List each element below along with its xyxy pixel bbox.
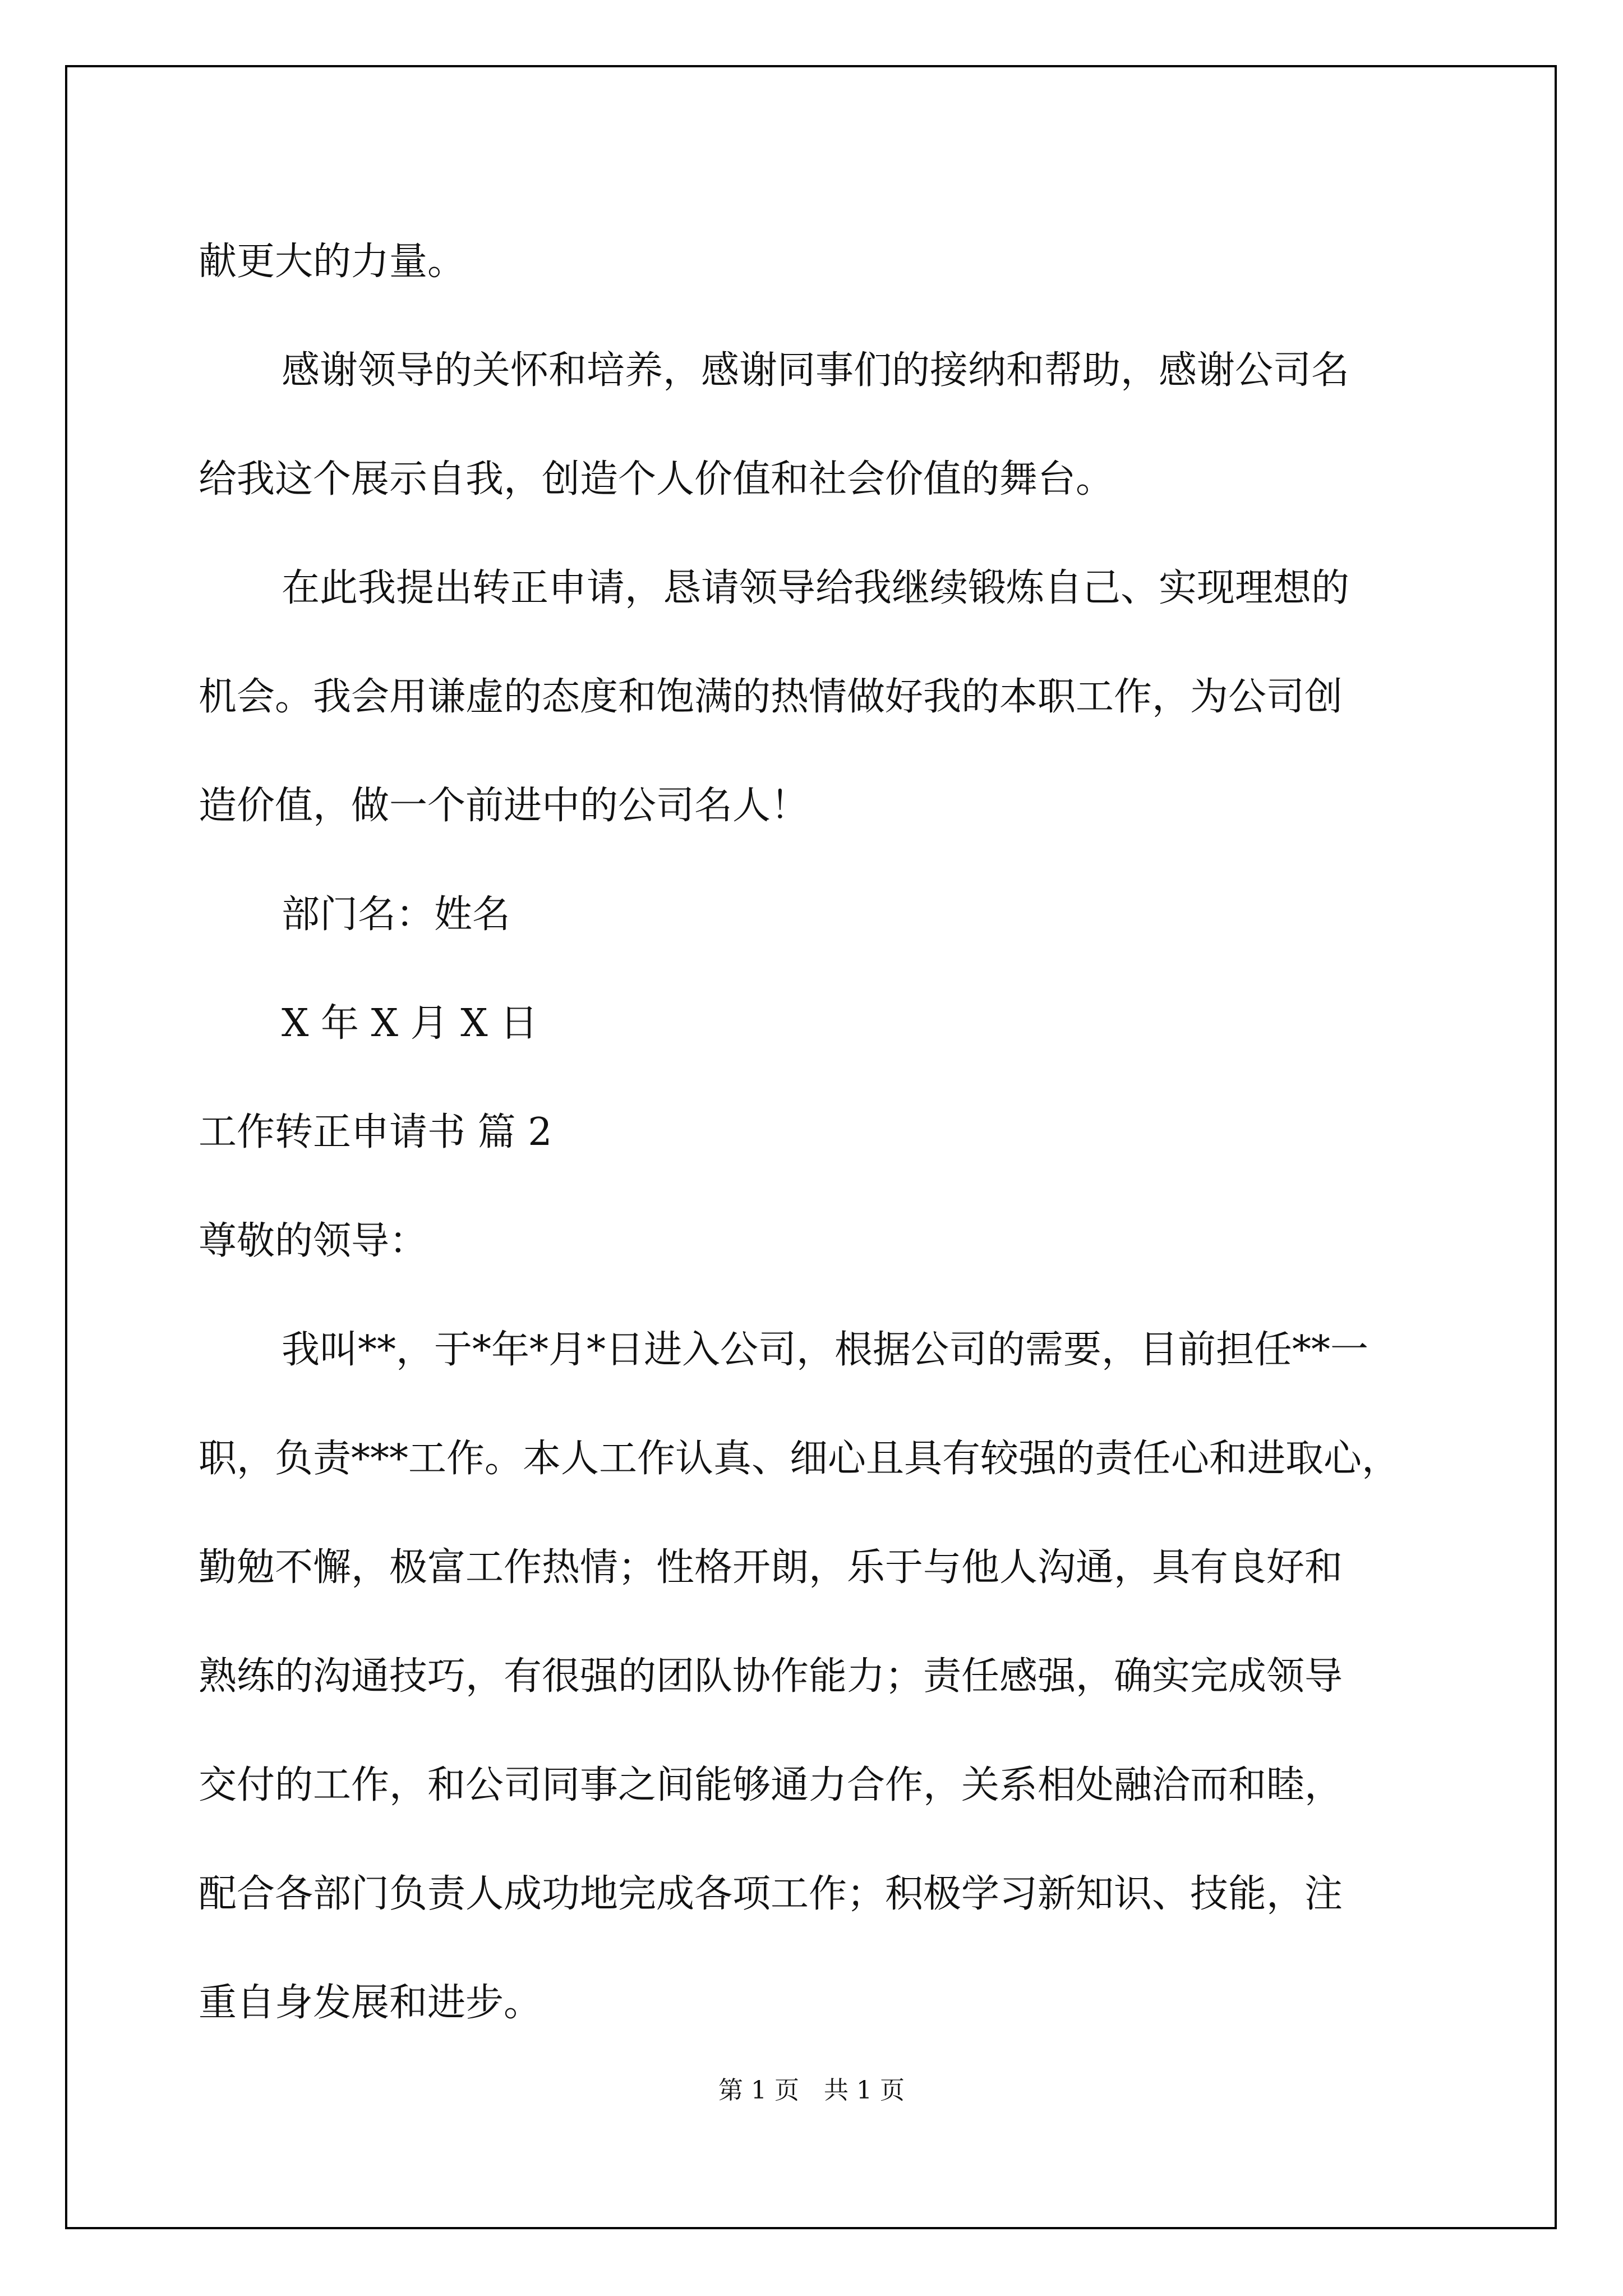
document-body bbox=[199, 208, 1432, 2058]
text-line: 献更大的力量。 bbox=[199, 240, 466, 284]
text-line: 交付的工作，和公司同事之间能够通力合作，关系相处融洽而和睦， bbox=[199, 1763, 1343, 1807]
section-title: 工作转正申请书 篇 2 bbox=[199, 1110, 552, 1154]
salutation: 尊敬的领导： bbox=[199, 1219, 428, 1263]
signature-department: 部门名：姓名 bbox=[282, 892, 511, 937]
text-line: 给我这个展示自我，创造个人价值和社会价值的舞台。 bbox=[199, 457, 1114, 501]
text-line: 机会。我会用谦虚的态度和饱满的热情做好我的本职工作，为公司创 bbox=[199, 675, 1343, 719]
text-line: 重自身发展和进步。 bbox=[199, 1981, 542, 2025]
text-line: 配合各部门负责人成功地完成各项工作；积极学习新知识、技能，注 bbox=[199, 1872, 1343, 1916]
text-line: 职，负责***工作。本人工作认真、细心且具有较强的责任心和进取心， bbox=[199, 1437, 1400, 1481]
text-line: 熟练的沟通技巧，有很强的团队协作能力；责任感强，确实完成领导 bbox=[199, 1654, 1343, 1699]
page-footer: 第 1 页 共 1 页 bbox=[718, 2076, 905, 2105]
text-line: 造价值，做一个前进中的公司名人！ bbox=[199, 784, 809, 828]
text-line: 在此我提出转正申请，恳请领导给我继续锻炼自己、实现理想的 bbox=[282, 566, 1350, 610]
text-line: 我叫**，于*年*月*日进入公司，根据公司的需要，目前担任**一 bbox=[282, 1328, 1369, 1372]
text-line: 感谢领导的关怀和培养，感谢同事们的接纳和帮助，感谢公司名 bbox=[282, 348, 1350, 393]
text-line: 勤勉不懈，极富工作热情；性格开朗，乐于与他人沟通，具有良好和 bbox=[199, 1545, 1343, 1590]
signature-date: X 年 X 月 X 日 bbox=[282, 1001, 538, 1046]
